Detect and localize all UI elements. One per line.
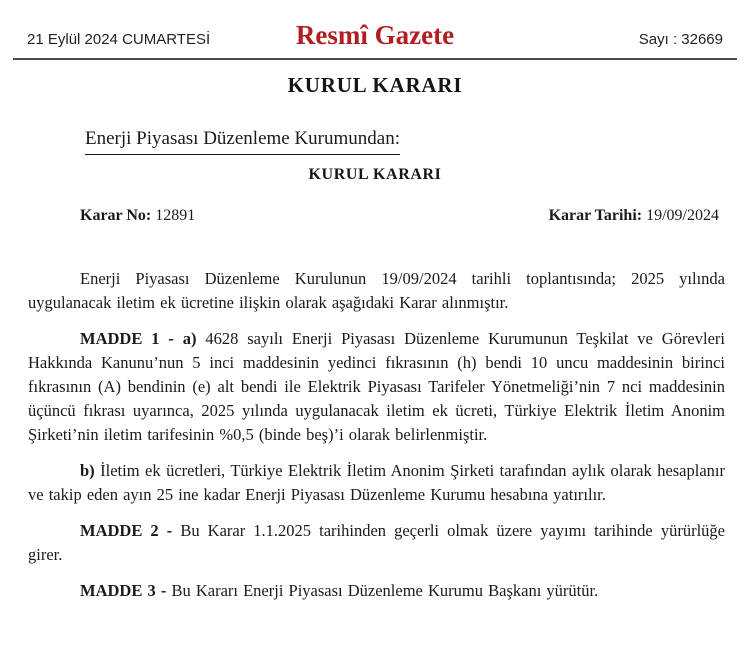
decision-date-label: Karar Tarihi: bbox=[548, 207, 643, 225]
decision-body bbox=[28, 267, 725, 603]
issuing-authority-text: Enerji Piyasası Düzenleme Kurumundan: bbox=[85, 128, 400, 155]
body-paragraph: MADDE 3 - Bu Kararı Enerji Piyasası Düzenleme Kurumu Başkanı yürütür. bbox=[80, 581, 599, 601]
decision-meta-row bbox=[80, 206, 719, 225]
decision-subtitle: KURUL KARARI bbox=[308, 165, 442, 183]
decision-number bbox=[80, 206, 195, 225]
header-divider bbox=[13, 58, 737, 60]
decision-date bbox=[549, 206, 719, 225]
issuing-authority bbox=[85, 128, 750, 155]
decision-number-label: Karar No: bbox=[80, 207, 152, 225]
decision-number-value: 12891 bbox=[155, 207, 196, 225]
section-title: KURUL KARARI bbox=[287, 73, 463, 97]
body-paragraph: Enerji Piyasası Düzenleme Kurulunun 19/09/2024 tarihli toplantısında; 2025 yılında uygulanacak iletim ek ücretine ilişkin olarak aşağıdaki Karar alınmıştır. bbox=[28, 269, 725, 313]
paragraph-lead: b) bbox=[80, 461, 101, 481]
body-paragraph: MADDE 1 - a) 4628 sayılı Enerji Piyasası Düzenleme Kurumunun Teşkilat ve Görevleri Hakkında Kanunu’nun 5 inci maddesinin yedinci fıkrasının (h) bendi 10 uncu maddesinin birinci fıkrasının (A) bendinin (e) alt bendi ile Elektrik Piyasası Tarifeler Yönetmeliği’nin 7 nci maddesinin üçüncü fıkrası uyarınca, 2025 yılında uygulanacak iletim ek ücreti, Türkiye Elektrik İletim Anonim Şirketi’nin iletim tarifesinin %0,5 (binde beş)’i olarak belirlenmiştir. bbox=[28, 329, 725, 445]
paragraph-lead: MADDE 2 - bbox=[80, 521, 181, 541]
paragraph-lead: MADDE 1 - a) bbox=[80, 329, 206, 349]
body-paragraph: b) İletim ek ücretleri, Türkiye Elektrik İletim Anonim Şirketi tarafından aylık olarak hesaplanır ve takip eden ayın 25 ine kadar Enerji Piyasası Düzenleme Kurumu hesabına yatırılır. bbox=[28, 461, 725, 505]
body-paragraph: MADDE 2 - Bu Karar 1.1.2025 tarihinden geçerli olmak üzere yayımı tarihinde yürürlüğe girer. bbox=[28, 521, 725, 565]
gazette-masthead: Resmî Gazete bbox=[295, 20, 455, 50]
paragraph-lead: MADDE 3 - bbox=[80, 581, 172, 601]
gazette-date: 21 Eylül 2024 CUMARTESİ bbox=[27, 31, 211, 48]
decision-date-value: 19/09/2024 bbox=[646, 207, 719, 225]
gazette-issue-number: Sayı : 32669 bbox=[638, 31, 723, 48]
gazette-header bbox=[0, 0, 750, 49]
